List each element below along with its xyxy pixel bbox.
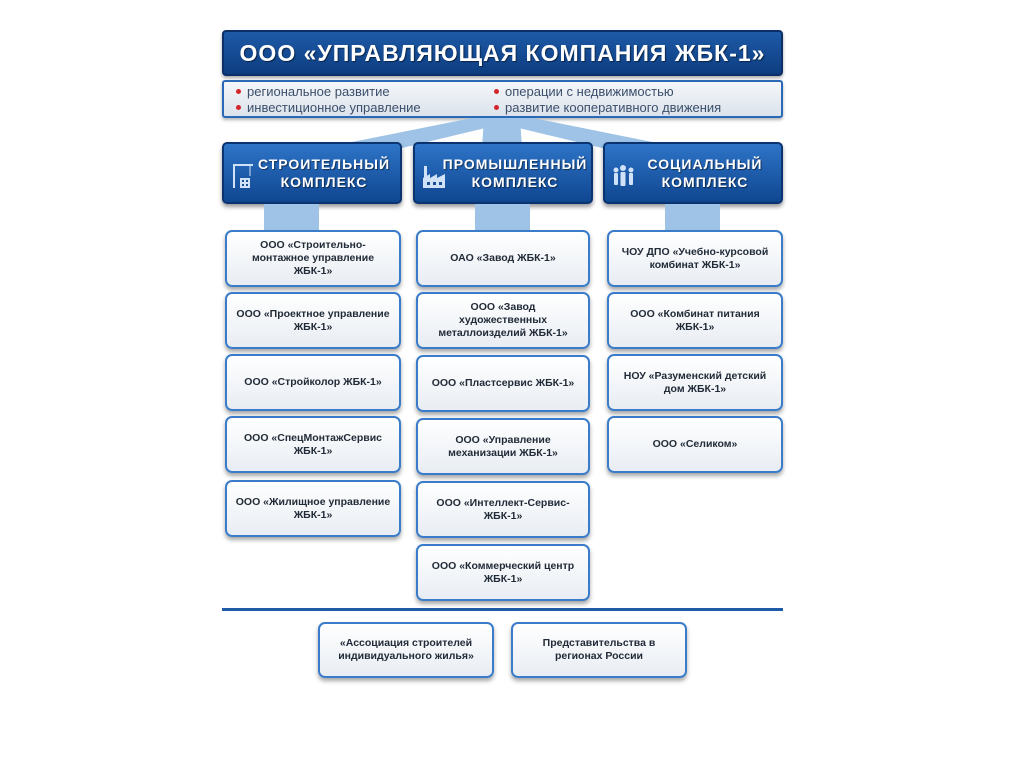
- activity-label: региональное развитие: [247, 84, 390, 99]
- org-card: ООО «Пластсервис ЖБК-1»: [416, 355, 590, 412]
- org-card: ООО «Стройколор ЖБК-1»: [225, 354, 401, 411]
- activity-item: [236, 100, 421, 115]
- activity-label: инвестиционное управление: [247, 100, 421, 115]
- bottom-card: «Ассоциация строителей индивидуального жилья»: [318, 622, 494, 678]
- org-card: ООО «Завод художественных металлоизделий ЖБК-1»: [416, 292, 590, 349]
- org-card: ООО «СпецМонтажСервис ЖБК-1»: [225, 416, 401, 473]
- complex-label: СТРОИТЕЛЬНЫЙ КОМПЛЕКС: [257, 156, 391, 190]
- bullet-icon: [236, 89, 241, 94]
- org-card: ООО «Жилищное управление ЖБК-1»: [225, 480, 401, 537]
- activity-item: [494, 100, 721, 115]
- complex-header-construction: [222, 142, 402, 204]
- activity-label: развитие кооперативного движения: [505, 100, 722, 115]
- complex-label: ПРОМЫШЛЕННЫЙ КОМПЛЕКС: [442, 156, 588, 190]
- org-card: ООО «Комбинат питания ЖБК-1»: [607, 292, 783, 349]
- org-card: ООО «Интеллект-Сервис-ЖБК-1»: [416, 481, 590, 538]
- complex-header-industrial: [413, 142, 593, 204]
- org-card: ООО «Строительно-монтажное управление ЖБК-1»: [225, 230, 401, 287]
- org-card: ООО «Проектное управление ЖБК-1»: [225, 292, 401, 349]
- org-card: ОАО «Завод ЖБК-1»: [416, 230, 590, 287]
- activity-item: [494, 84, 674, 99]
- factory-icon: [421, 160, 447, 190]
- company-title: ООО «УПРАВЛЯЮЩАЯ КОМПАНИЯ ЖБК-1»: [222, 30, 783, 76]
- org-card: ЧОУ ДПО «Учебно-курсовой комбинат ЖБК-1»: [607, 230, 783, 287]
- org-card: НОУ «Разуменский детский дом ЖБК-1»: [607, 354, 783, 411]
- org-card: ООО «Селиком»: [607, 416, 783, 473]
- complex-header-social: [603, 142, 783, 204]
- bullet-icon: [494, 89, 499, 94]
- bottom-card: Представительства в регионах России: [511, 622, 687, 678]
- bullet-icon: [236, 105, 241, 110]
- activities-panel: [222, 80, 783, 118]
- activity-label: операции с недвижимостью: [505, 84, 674, 99]
- divider: [222, 608, 783, 611]
- org-card: ООО «Управление механизации ЖБК-1»: [416, 418, 590, 475]
- activity-item: [236, 84, 390, 99]
- crane-icon: [230, 160, 256, 190]
- org-card: ООО «Коммерческий центр ЖБК-1»: [416, 544, 590, 601]
- bullet-icon: [494, 105, 499, 110]
- complex-label: СОЦИАЛЬНЫЙ КОМПЛЕКС: [647, 156, 763, 190]
- people-icon: [611, 160, 637, 190]
